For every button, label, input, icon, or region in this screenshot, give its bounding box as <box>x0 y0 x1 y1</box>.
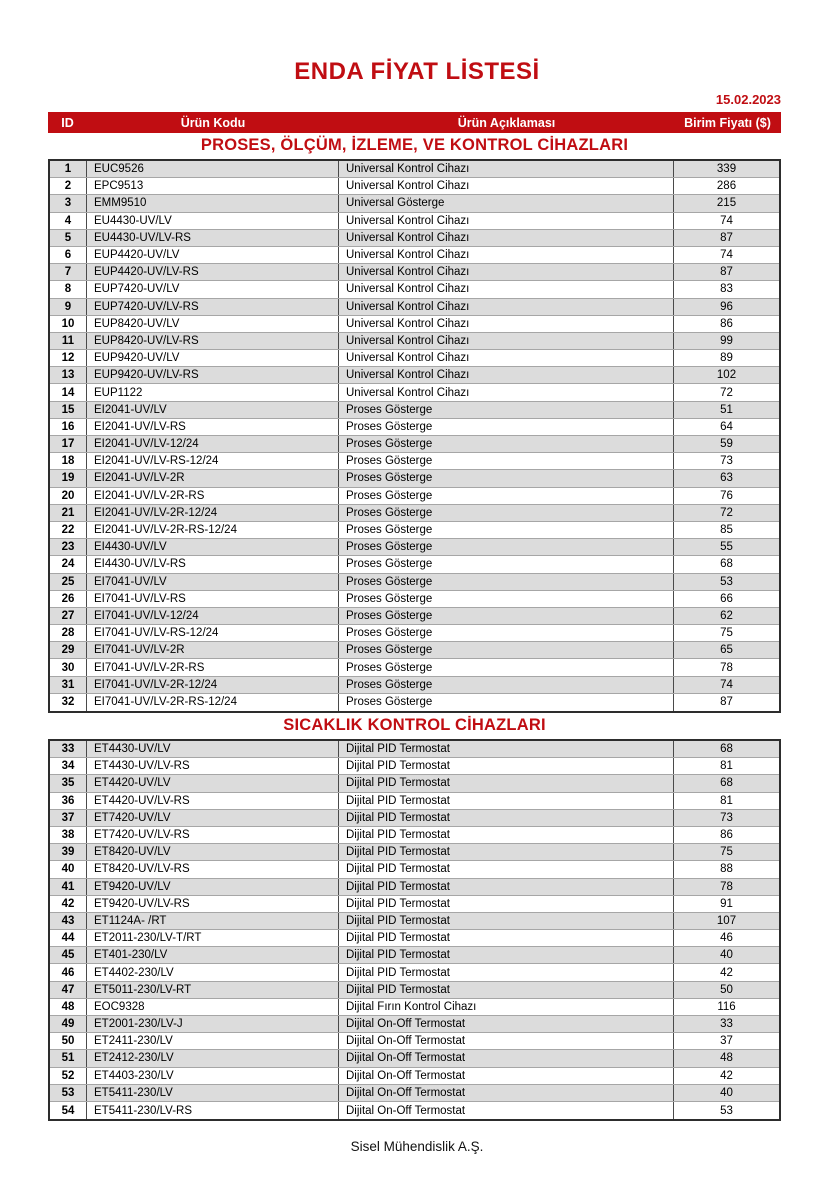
cell-id: 9 <box>50 299 87 315</box>
cell-id: 40 <box>50 861 87 877</box>
cell-product-code: EI2041-UV/LV-2R-12/24 <box>87 505 339 521</box>
cell-description: Dijital PID Termostat <box>339 896 674 912</box>
cell-unit-price: 215 <box>716 197 737 210</box>
cell-product-code: EU4430-UV/LV <box>87 213 339 229</box>
cell-id: 1 <box>50 161 87 177</box>
cell-product-code: ET401-230/LV <box>87 947 339 963</box>
table-row <box>50 1050 779 1067</box>
cell-description: Universal Kontrol Cihazı <box>339 264 674 280</box>
table-row <box>50 367 779 384</box>
table-row <box>50 1085 779 1102</box>
table-row <box>50 574 779 591</box>
cell-unit-price: 96 <box>720 300 733 313</box>
table-row <box>50 694 779 711</box>
document-date: 15.02.2023 <box>715 92 781 107</box>
cell-description: Dijital On-Off Termostat <box>339 1068 674 1084</box>
cell-id: 2 <box>50 178 87 194</box>
cell-description: Universal Kontrol Cihazı <box>339 316 674 332</box>
cell-id: 47 <box>50 982 87 998</box>
cell-unit-price: 42 <box>720 966 733 979</box>
cell-unit-price: 53 <box>720 1104 733 1117</box>
cell-id: 51 <box>50 1050 87 1066</box>
cell-product-code: ET2411-230/LV <box>87 1033 339 1049</box>
cell-id: 42 <box>50 896 87 912</box>
table-row <box>50 659 779 676</box>
table-row <box>50 879 779 896</box>
cell-description: Proses Gösterge <box>339 419 674 435</box>
cell-unit-price: 53 <box>720 575 733 588</box>
table-row <box>50 677 779 694</box>
cell-product-code: EI2041-UV/LV-RS-12/24 <box>87 453 339 469</box>
cell-description: Universal Kontrol Cihazı <box>339 350 674 366</box>
table-row <box>50 741 779 758</box>
cell-product-code: EUP4420-UV/LV-RS <box>87 264 339 280</box>
cell-description: Dijital PID Termostat <box>339 810 674 826</box>
cell-description: Dijital On-Off Termostat <box>339 1102 674 1119</box>
cell-id: 27 <box>50 608 87 624</box>
cell-unit-price: 55 <box>720 541 733 554</box>
cell-product-code: EI4430-UV/LV <box>87 539 339 555</box>
table-row <box>50 195 779 212</box>
cell-description: Dijital PID Termostat <box>339 947 674 963</box>
cell-product-code: EUP7420-UV/LV <box>87 281 339 297</box>
cell-unit-price: 78 <box>720 880 733 893</box>
cell-id: 18 <box>50 453 87 469</box>
cell-description: Dijital PID Termostat <box>339 844 674 860</box>
cell-id: 8 <box>50 281 87 297</box>
page-title: ENDA FİYAT LİSTESİ <box>294 58 540 85</box>
table-row <box>50 333 779 350</box>
cell-product-code: EI7041-UV/LV-RS <box>87 591 339 607</box>
cell-id: 44 <box>50 930 87 946</box>
cell-id: 4 <box>50 213 87 229</box>
table-row <box>50 264 779 281</box>
cell-product-code: ET2001-230/LV-J <box>87 1016 339 1032</box>
cell-unit-price: 81 <box>720 760 733 773</box>
cell-product-code: EUP8420-UV/LV <box>87 316 339 332</box>
table-row <box>50 316 779 333</box>
cell-id: 12 <box>50 350 87 366</box>
cell-unit-price: 102 <box>716 369 737 382</box>
cell-product-code: EI7041-UV/LV <box>87 574 339 590</box>
cell-unit-price: 73 <box>720 811 733 824</box>
cell-unit-price: 48 <box>720 1052 733 1065</box>
cell-id: 31 <box>50 677 87 693</box>
cell-product-code: ET8420-UV/LV <box>87 844 339 860</box>
cell-description: Universal Kontrol Cihazı <box>339 213 674 229</box>
cell-product-code: EI7041-UV/LV-2R-RS-12/24 <box>87 694 339 711</box>
cell-description: Proses Gösterge <box>339 453 674 469</box>
cell-unit-price: 86 <box>720 829 733 842</box>
cell-unit-price: 87 <box>720 696 733 709</box>
cell-id: 22 <box>50 522 87 538</box>
table-row <box>50 453 779 470</box>
cell-unit-price: 89 <box>720 352 733 365</box>
table-row <box>50 982 779 999</box>
table-row <box>50 861 779 878</box>
cell-description: Dijital Fırın Kontrol Cihazı <box>339 999 674 1015</box>
cell-description: Universal Kontrol Cihazı <box>339 161 674 177</box>
cell-unit-price: 68 <box>720 777 733 790</box>
cell-description: Proses Gösterge <box>339 642 674 658</box>
table-row <box>50 556 779 573</box>
cell-product-code: ET4420-UV/LV <box>87 775 339 791</box>
table-row <box>50 350 779 367</box>
cell-product-code: EUP1122 <box>87 384 339 400</box>
cell-description: Universal Kontrol Cihazı <box>339 230 674 246</box>
cell-unit-price: 50 <box>720 983 733 996</box>
cell-product-code: ET5411-230/LV-RS <box>87 1102 339 1119</box>
cell-product-code: EUP9420-UV/LV-RS <box>87 367 339 383</box>
cell-id: 38 <box>50 827 87 843</box>
table-row <box>50 1102 779 1119</box>
price-table-section-1 <box>48 159 781 713</box>
cell-product-code: ET2412-230/LV <box>87 1050 339 1066</box>
table-row <box>50 436 779 453</box>
table-row <box>50 608 779 625</box>
cell-description: Proses Gösterge <box>339 625 674 641</box>
cell-id: 43 <box>50 913 87 929</box>
cell-id: 21 <box>50 505 87 521</box>
cell-id: 33 <box>50 741 87 757</box>
table-row <box>50 402 779 419</box>
cell-id: 5 <box>50 230 87 246</box>
cell-unit-price: 99 <box>720 334 733 347</box>
cell-description: Proses Gösterge <box>339 505 674 521</box>
cell-id: 23 <box>50 539 87 555</box>
cell-product-code: EI7041-UV/LV-2R-RS <box>87 659 339 675</box>
cell-product-code: EI2041-UV/LV <box>87 402 339 418</box>
cell-id: 14 <box>50 384 87 400</box>
cell-product-code: ET2011-230/LV-T/RT <box>87 930 339 946</box>
cell-id: 49 <box>50 1016 87 1032</box>
cell-description: Universal Kontrol Cihazı <box>339 333 674 349</box>
cell-id: 45 <box>50 947 87 963</box>
price-table-section-2 <box>48 739 781 1121</box>
cell-unit-price: 74 <box>720 214 733 227</box>
table-row <box>50 1033 779 1050</box>
cell-id: 52 <box>50 1068 87 1084</box>
cell-unit-price: 51 <box>720 403 733 416</box>
cell-product-code: EI2041-UV/LV-2R-RS-12/24 <box>87 522 339 538</box>
cell-unit-price: 339 <box>716 163 737 176</box>
cell-unit-price: 74 <box>720 249 733 262</box>
section-title-1: PROSES, ÖLÇÜM, İZLEME, VE KONTROL CİHAZLARI <box>200 136 629 154</box>
cell-product-code: EI2041-UV/LV-RS <box>87 419 339 435</box>
cell-id: 25 <box>50 574 87 590</box>
cell-product-code: ET5011-230/LV-RT <box>87 982 339 998</box>
cell-id: 13 <box>50 367 87 383</box>
table-row <box>50 161 779 178</box>
cell-description: Dijital On-Off Termostat <box>339 1033 674 1049</box>
cell-description: Proses Gösterge <box>339 556 674 572</box>
cell-product-code: ET4430-UV/LV <box>87 741 339 757</box>
table-row <box>50 758 779 775</box>
table-row <box>50 178 779 195</box>
footer-company-name: Sisel Mühendislik A.Ş. <box>350 1139 484 1154</box>
cell-unit-price: 66 <box>720 592 733 605</box>
cell-id: 39 <box>50 844 87 860</box>
cell-unit-price: 72 <box>720 506 733 519</box>
column-header-id: ID <box>61 115 74 130</box>
cell-unit-price: 107 <box>716 914 737 927</box>
cell-unit-price: 86 <box>720 317 733 330</box>
cell-unit-price: 62 <box>720 609 733 622</box>
cell-description: Proses Gösterge <box>339 659 674 675</box>
cell-product-code: ET4402-230/LV <box>87 964 339 980</box>
cell-unit-price: 68 <box>720 743 733 756</box>
cell-description: Proses Gösterge <box>339 591 674 607</box>
cell-unit-price: 88 <box>720 863 733 876</box>
cell-description: Dijital PID Termostat <box>339 793 674 809</box>
cell-description: Proses Gösterge <box>339 677 674 693</box>
cell-id: 15 <box>50 402 87 418</box>
cell-id: 50 <box>50 1033 87 1049</box>
table-row <box>50 539 779 556</box>
cell-product-code: ET5411-230/LV <box>87 1085 339 1101</box>
cell-product-code: EUP7420-UV/LV-RS <box>87 299 339 315</box>
table-row <box>50 488 779 505</box>
cell-description: Dijital On-Off Termostat <box>339 1050 674 1066</box>
cell-product-code: EI7041-UV/LV-RS-12/24 <box>87 625 339 641</box>
cell-description: Proses Gösterge <box>339 539 674 555</box>
cell-product-code: ET9420-UV/LV-RS <box>87 896 339 912</box>
cell-description: Dijital PID Termostat <box>339 861 674 877</box>
table-row <box>50 827 779 844</box>
cell-unit-price: 116 <box>717 1000 736 1013</box>
cell-product-code: ET7420-UV/LV <box>87 810 339 826</box>
cell-description: Proses Gösterge <box>339 694 674 711</box>
cell-description: Dijital On-Off Termostat <box>339 1016 674 1032</box>
cell-unit-price: 87 <box>720 266 733 279</box>
table-header-row <box>48 112 781 133</box>
cell-id: 10 <box>50 316 87 332</box>
cell-description: Proses Gösterge <box>339 574 674 590</box>
cell-product-code: ET7420-UV/LV-RS <box>87 827 339 843</box>
cell-unit-price: 65 <box>720 644 733 657</box>
table-row <box>50 470 779 487</box>
table-row <box>50 810 779 827</box>
cell-product-code: EUP9420-UV/LV <box>87 350 339 366</box>
cell-unit-price: 91 <box>720 897 733 910</box>
cell-unit-price: 40 <box>720 949 733 962</box>
cell-description: Universal Kontrol Cihazı <box>339 299 674 315</box>
table-row <box>50 930 779 947</box>
cell-description: Proses Gösterge <box>339 402 674 418</box>
cell-description: Proses Gösterge <box>339 522 674 538</box>
cell-product-code: ET1124A- /RT <box>87 913 339 929</box>
table-row <box>50 384 779 401</box>
table-row <box>50 522 779 539</box>
cell-product-code: ET8420-UV/LV-RS <box>87 861 339 877</box>
column-header-unit-price: Birim Fiyatı ($) <box>684 115 771 130</box>
cell-product-code: EOC9328 <box>87 999 339 1015</box>
cell-unit-price: 59 <box>720 438 733 451</box>
cell-unit-price: 85 <box>720 524 733 537</box>
cell-unit-price: 42 <box>720 1069 733 1082</box>
cell-unit-price: 46 <box>720 932 733 945</box>
cell-description: Universal Kontrol Cihazı <box>339 247 674 263</box>
cell-product-code: EUP8420-UV/LV-RS <box>87 333 339 349</box>
cell-id: 46 <box>50 964 87 980</box>
cell-product-code: EUC9526 <box>87 161 339 177</box>
cell-id: 20 <box>50 488 87 504</box>
table-row <box>50 505 779 522</box>
cell-product-code: EI2041-UV/LV-12/24 <box>87 436 339 452</box>
table-row <box>50 625 779 642</box>
cell-unit-price: 75 <box>720 627 733 640</box>
cell-product-code: EI2041-UV/LV-2R-RS <box>87 488 339 504</box>
cell-product-code: ET9420-UV/LV <box>87 879 339 895</box>
cell-unit-price: 74 <box>720 678 733 691</box>
column-header-product-code: Ürün Kodu <box>180 115 246 130</box>
cell-description: Proses Gösterge <box>339 608 674 624</box>
cell-id: 17 <box>50 436 87 452</box>
cell-description: Universal Kontrol Cihazı <box>339 367 674 383</box>
cell-id: 54 <box>50 1102 87 1119</box>
cell-id: 6 <box>50 247 87 263</box>
table-row <box>50 299 779 316</box>
cell-description: Proses Gösterge <box>339 436 674 452</box>
table-row <box>50 947 779 964</box>
cell-description: Dijital PID Termostat <box>339 827 674 843</box>
column-header-description: Ürün Açıklaması <box>457 115 556 130</box>
table-row <box>50 896 779 913</box>
table-row <box>50 1016 779 1033</box>
cell-id: 41 <box>50 879 87 895</box>
cell-description: Dijital PID Termostat <box>339 964 674 980</box>
cell-description: Dijital PID Termostat <box>339 913 674 929</box>
cell-id: 24 <box>50 556 87 572</box>
cell-product-code: EI4430-UV/LV-RS <box>87 556 339 572</box>
cell-description: Proses Gösterge <box>339 488 674 504</box>
cell-product-code: EI7041-UV/LV-2R-12/24 <box>87 677 339 693</box>
cell-unit-price: 78 <box>720 661 733 674</box>
table-row <box>50 793 779 810</box>
cell-id: 36 <box>50 793 87 809</box>
cell-unit-price: 73 <box>720 455 733 468</box>
table-row <box>50 591 779 608</box>
table-row <box>50 281 779 298</box>
cell-unit-price: 87 <box>720 231 733 244</box>
cell-id: 29 <box>50 642 87 658</box>
cell-unit-price: 81 <box>720 794 733 807</box>
cell-unit-price: 76 <box>720 489 733 502</box>
cell-description: Universal Kontrol Cihazı <box>339 384 674 400</box>
cell-unit-price: 286 <box>716 180 737 193</box>
cell-description: Dijital PID Termostat <box>339 758 674 774</box>
section-title-2: SICAKLIK KONTROL CİHAZLARI <box>283 716 546 734</box>
cell-id: 11 <box>50 333 87 349</box>
cell-id: 3 <box>50 195 87 211</box>
cell-id: 19 <box>50 470 87 486</box>
cell-unit-price: 63 <box>720 472 733 485</box>
cell-unit-price: 37 <box>720 1035 733 1048</box>
cell-product-code: EU4430-UV/LV-RS <box>87 230 339 246</box>
cell-product-code: EI2041-UV/LV-2R <box>87 470 339 486</box>
cell-id: 26 <box>50 591 87 607</box>
table-row <box>50 999 779 1016</box>
cell-id: 34 <box>50 758 87 774</box>
cell-unit-price: 33 <box>720 1018 733 1031</box>
cell-description: Dijital PID Termostat <box>339 982 674 998</box>
cell-id: 28 <box>50 625 87 641</box>
cell-id: 37 <box>50 810 87 826</box>
cell-description: Dijital PID Termostat <box>339 879 674 895</box>
cell-description: Universal Kontrol Cihazı <box>339 178 674 194</box>
cell-id: 7 <box>50 264 87 280</box>
cell-product-code: EI7041-UV/LV-2R <box>87 642 339 658</box>
table-row <box>50 642 779 659</box>
table-row <box>50 1068 779 1085</box>
table-row <box>50 419 779 436</box>
cell-description: Proses Gösterge <box>339 470 674 486</box>
cell-id: 30 <box>50 659 87 675</box>
table-row <box>50 213 779 230</box>
cell-description: Dijital PID Termostat <box>339 930 674 946</box>
cell-unit-price: 75 <box>720 846 733 859</box>
cell-unit-price: 72 <box>720 386 733 399</box>
cell-product-code: ET4430-UV/LV-RS <box>87 758 339 774</box>
table-row <box>50 230 779 247</box>
table-row <box>50 247 779 264</box>
cell-id: 16 <box>50 419 87 435</box>
table-row <box>50 844 779 861</box>
cell-description: Dijital On-Off Termostat <box>339 1085 674 1101</box>
cell-product-code: EPC9513 <box>87 178 339 194</box>
table-row <box>50 913 779 930</box>
table-row <box>50 775 779 792</box>
cell-unit-price: 40 <box>720 1086 733 1099</box>
cell-description: Universal Kontrol Cihazı <box>339 281 674 297</box>
cell-id: 48 <box>50 999 87 1015</box>
cell-description: Universal Gösterge <box>339 195 674 211</box>
cell-description: Dijital PID Termostat <box>339 775 674 791</box>
cell-product-code: EI7041-UV/LV-12/24 <box>87 608 339 624</box>
cell-product-code: EMM9510 <box>87 195 339 211</box>
cell-product-code: ET4403-230/LV <box>87 1068 339 1084</box>
cell-unit-price: 83 <box>720 283 733 296</box>
cell-description: Dijital PID Termostat <box>339 741 674 757</box>
price-list <box>48 112 781 1121</box>
cell-id: 35 <box>50 775 87 791</box>
cell-id: 32 <box>50 694 87 711</box>
cell-product-code: EUP4420-UV/LV <box>87 247 339 263</box>
cell-unit-price: 68 <box>720 558 733 571</box>
cell-id: 53 <box>50 1085 87 1101</box>
cell-product-code: ET4420-UV/LV-RS <box>87 793 339 809</box>
table-row <box>50 964 779 981</box>
cell-unit-price: 64 <box>720 420 733 433</box>
